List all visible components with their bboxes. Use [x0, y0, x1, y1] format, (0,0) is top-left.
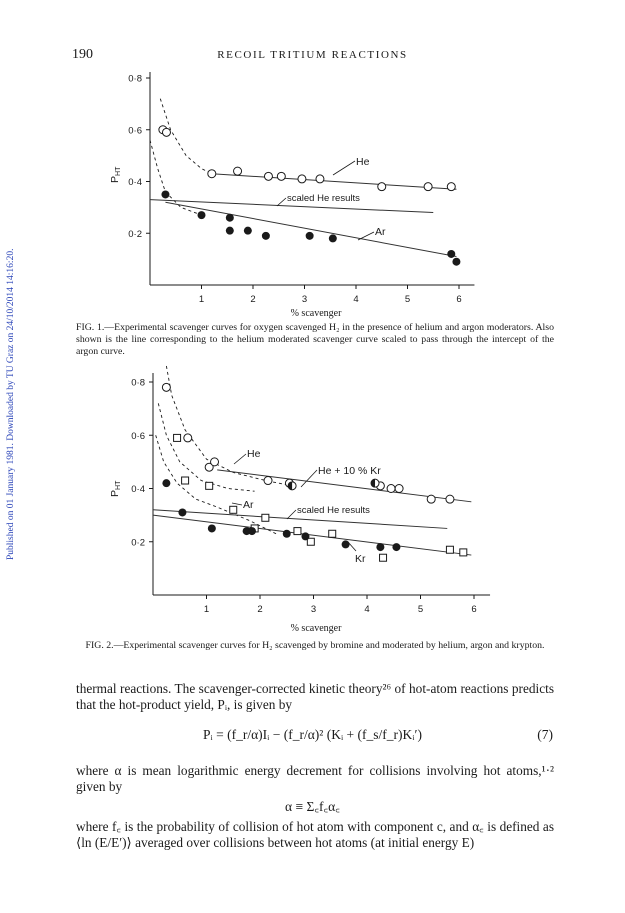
- f2-x-tick-label: 2: [257, 604, 263, 615]
- figure-2-label-hekr-leader: [301, 470, 317, 487]
- f2-x-tick-label: 3: [310, 604, 317, 615]
- equation-7-number: (7): [537, 727, 553, 742]
- f2-point: [208, 524, 216, 532]
- figure-2-caption: FIG. 2.—Experimental scavenger curves for H₂ scavenged by bromine and moderated by helium, argon and krypton.: [85, 640, 545, 651]
- paragraph-2: where α is mean logarithmic energy decrement for collisions involving hot atoms,¹·² given by: [76, 763, 554, 794]
- f2-point: [329, 530, 336, 537]
- f1-x-tick-label: 2: [250, 294, 256, 305]
- equation-8: α ≡ Σ꜀f꜀α꜀: [285, 799, 340, 814]
- f2-y-tick-label: 0·6: [131, 430, 145, 442]
- f1-x-tick-label: 5: [404, 294, 411, 305]
- f2-point: [206, 482, 213, 489]
- f2-point: [380, 554, 387, 561]
- figure-2-label-he-leader: [234, 454, 246, 464]
- figure-1-ylabel: PHT: [109, 166, 122, 183]
- f2-point: [301, 532, 309, 540]
- figure-1-label-ar: Ar: [375, 226, 386, 238]
- f2-dashed-curve: [166, 366, 292, 486]
- figure-2-dashed-curves: [156, 366, 292, 534]
- f1-x-tick-label: 3: [301, 294, 308, 305]
- figure-2-ylabel: PHT: [109, 480, 122, 497]
- f2-x-tick-label: 1: [203, 604, 210, 615]
- paragraph-1: thermal reactions. The scavenger-corrected kinetic theory²⁶ of hot-atom reactions predicts that the hot-product yield, Pᵢ, is given by: [76, 681, 554, 712]
- f2-point: [446, 546, 453, 553]
- equation-7: Pᵢ = (f_r/α)Iᵢ − (f_r/α)² (Kᵢ + (f_s/f_r)Kᵢ′): [203, 727, 422, 742]
- figure-2-xlabel: % scavenger: [290, 623, 342, 634]
- page-number: 190: [72, 47, 93, 62]
- figure-2-label-scaled: scaled He results: [297, 505, 370, 516]
- f2-point: [262, 514, 269, 521]
- f2-point: [162, 383, 170, 391]
- figure-2-axes: [131, 373, 490, 615]
- f2-point: [387, 485, 395, 493]
- figure-2-label-scaled-leader: [287, 510, 296, 519]
- f2-point: [248, 527, 256, 535]
- figure-1-label-scaled: scaled He results: [287, 193, 360, 204]
- f2-point: [342, 540, 350, 548]
- figure-2-label-hekr: He + 10 % Kr: [318, 465, 381, 477]
- figure-2-label-he: He: [247, 448, 261, 460]
- figure-1-caption: FIG. 1.—Experimental scavenger curves for oxygen scavenged H₂ in the presence of helium and argon moderators. Also shown is the line corresponding to the helium moderated scavenger curve scaled to pass through the intercept of the argon curve.: [76, 322, 554, 357]
- f2-y-tick-label: 0·2: [131, 537, 145, 549]
- f2-y-tick-label: 0·4: [131, 484, 145, 495]
- f1-y-tick-label: 0·6: [128, 125, 142, 137]
- f2-point: [294, 528, 301, 535]
- f2-point: [307, 538, 314, 545]
- figure-1-xlabel: % scavenger: [290, 308, 342, 319]
- f2-point: [283, 530, 291, 538]
- f2-point: [174, 434, 181, 441]
- f2-point: [211, 458, 219, 466]
- f2-point: [427, 495, 435, 503]
- figure-1-label-he: He: [356, 156, 370, 168]
- f1-x-tick-label: 6: [456, 294, 462, 305]
- f2-point: [184, 434, 192, 442]
- figure-2-label-ar-leader: [232, 503, 242, 505]
- publication-sidebar-note[interactable]: Published on 01 January 1981. Downloaded by TU Graz on 24/10/2014 14:16:20.: [6, 248, 16, 560]
- f2-point: [392, 543, 400, 551]
- running-title: RECOIL TRITIUM REACTIONS: [217, 49, 408, 61]
- f2-x-tick-label: 4: [364, 604, 370, 615]
- f1-x-tick-label: 4: [353, 294, 359, 305]
- f2-x-tick-label: 5: [417, 604, 424, 615]
- f2-fit-line: [153, 515, 471, 555]
- f1-y-tick-label: 0·8: [128, 73, 142, 85]
- f2-dashed-curve: [158, 403, 254, 491]
- f2-point: [178, 508, 186, 516]
- f2-y-tick-label: 0·8: [131, 377, 145, 389]
- f1-y-tick-label: 0·4: [128, 177, 142, 188]
- f2-point: [395, 485, 403, 493]
- f2-point: [446, 495, 454, 503]
- f2-x-tick-label: 6: [471, 604, 477, 615]
- f2-point: [460, 549, 467, 556]
- f2-point: [162, 479, 170, 487]
- f2-point: [230, 506, 237, 513]
- f1-y-tick-label: 0·2: [128, 228, 142, 240]
- paragraph-3: where f꜀ is the probability of collision of hot atom with component c, and α꜀ is defined as ⟨ln (E/E′)⟩ averaged over collisions between hot atoms (at initial energy E): [76, 819, 554, 850]
- f2-point: [376, 543, 384, 551]
- figure-2-label-kr: Kr: [355, 553, 366, 565]
- figure-2-label-ar: Ar: [243, 499, 254, 511]
- f2-point: [182, 477, 189, 484]
- f1-x-tick-label: 1: [198, 294, 205, 305]
- figure-2-label-kr-leader: [348, 542, 356, 551]
- f2-point: [264, 477, 272, 485]
